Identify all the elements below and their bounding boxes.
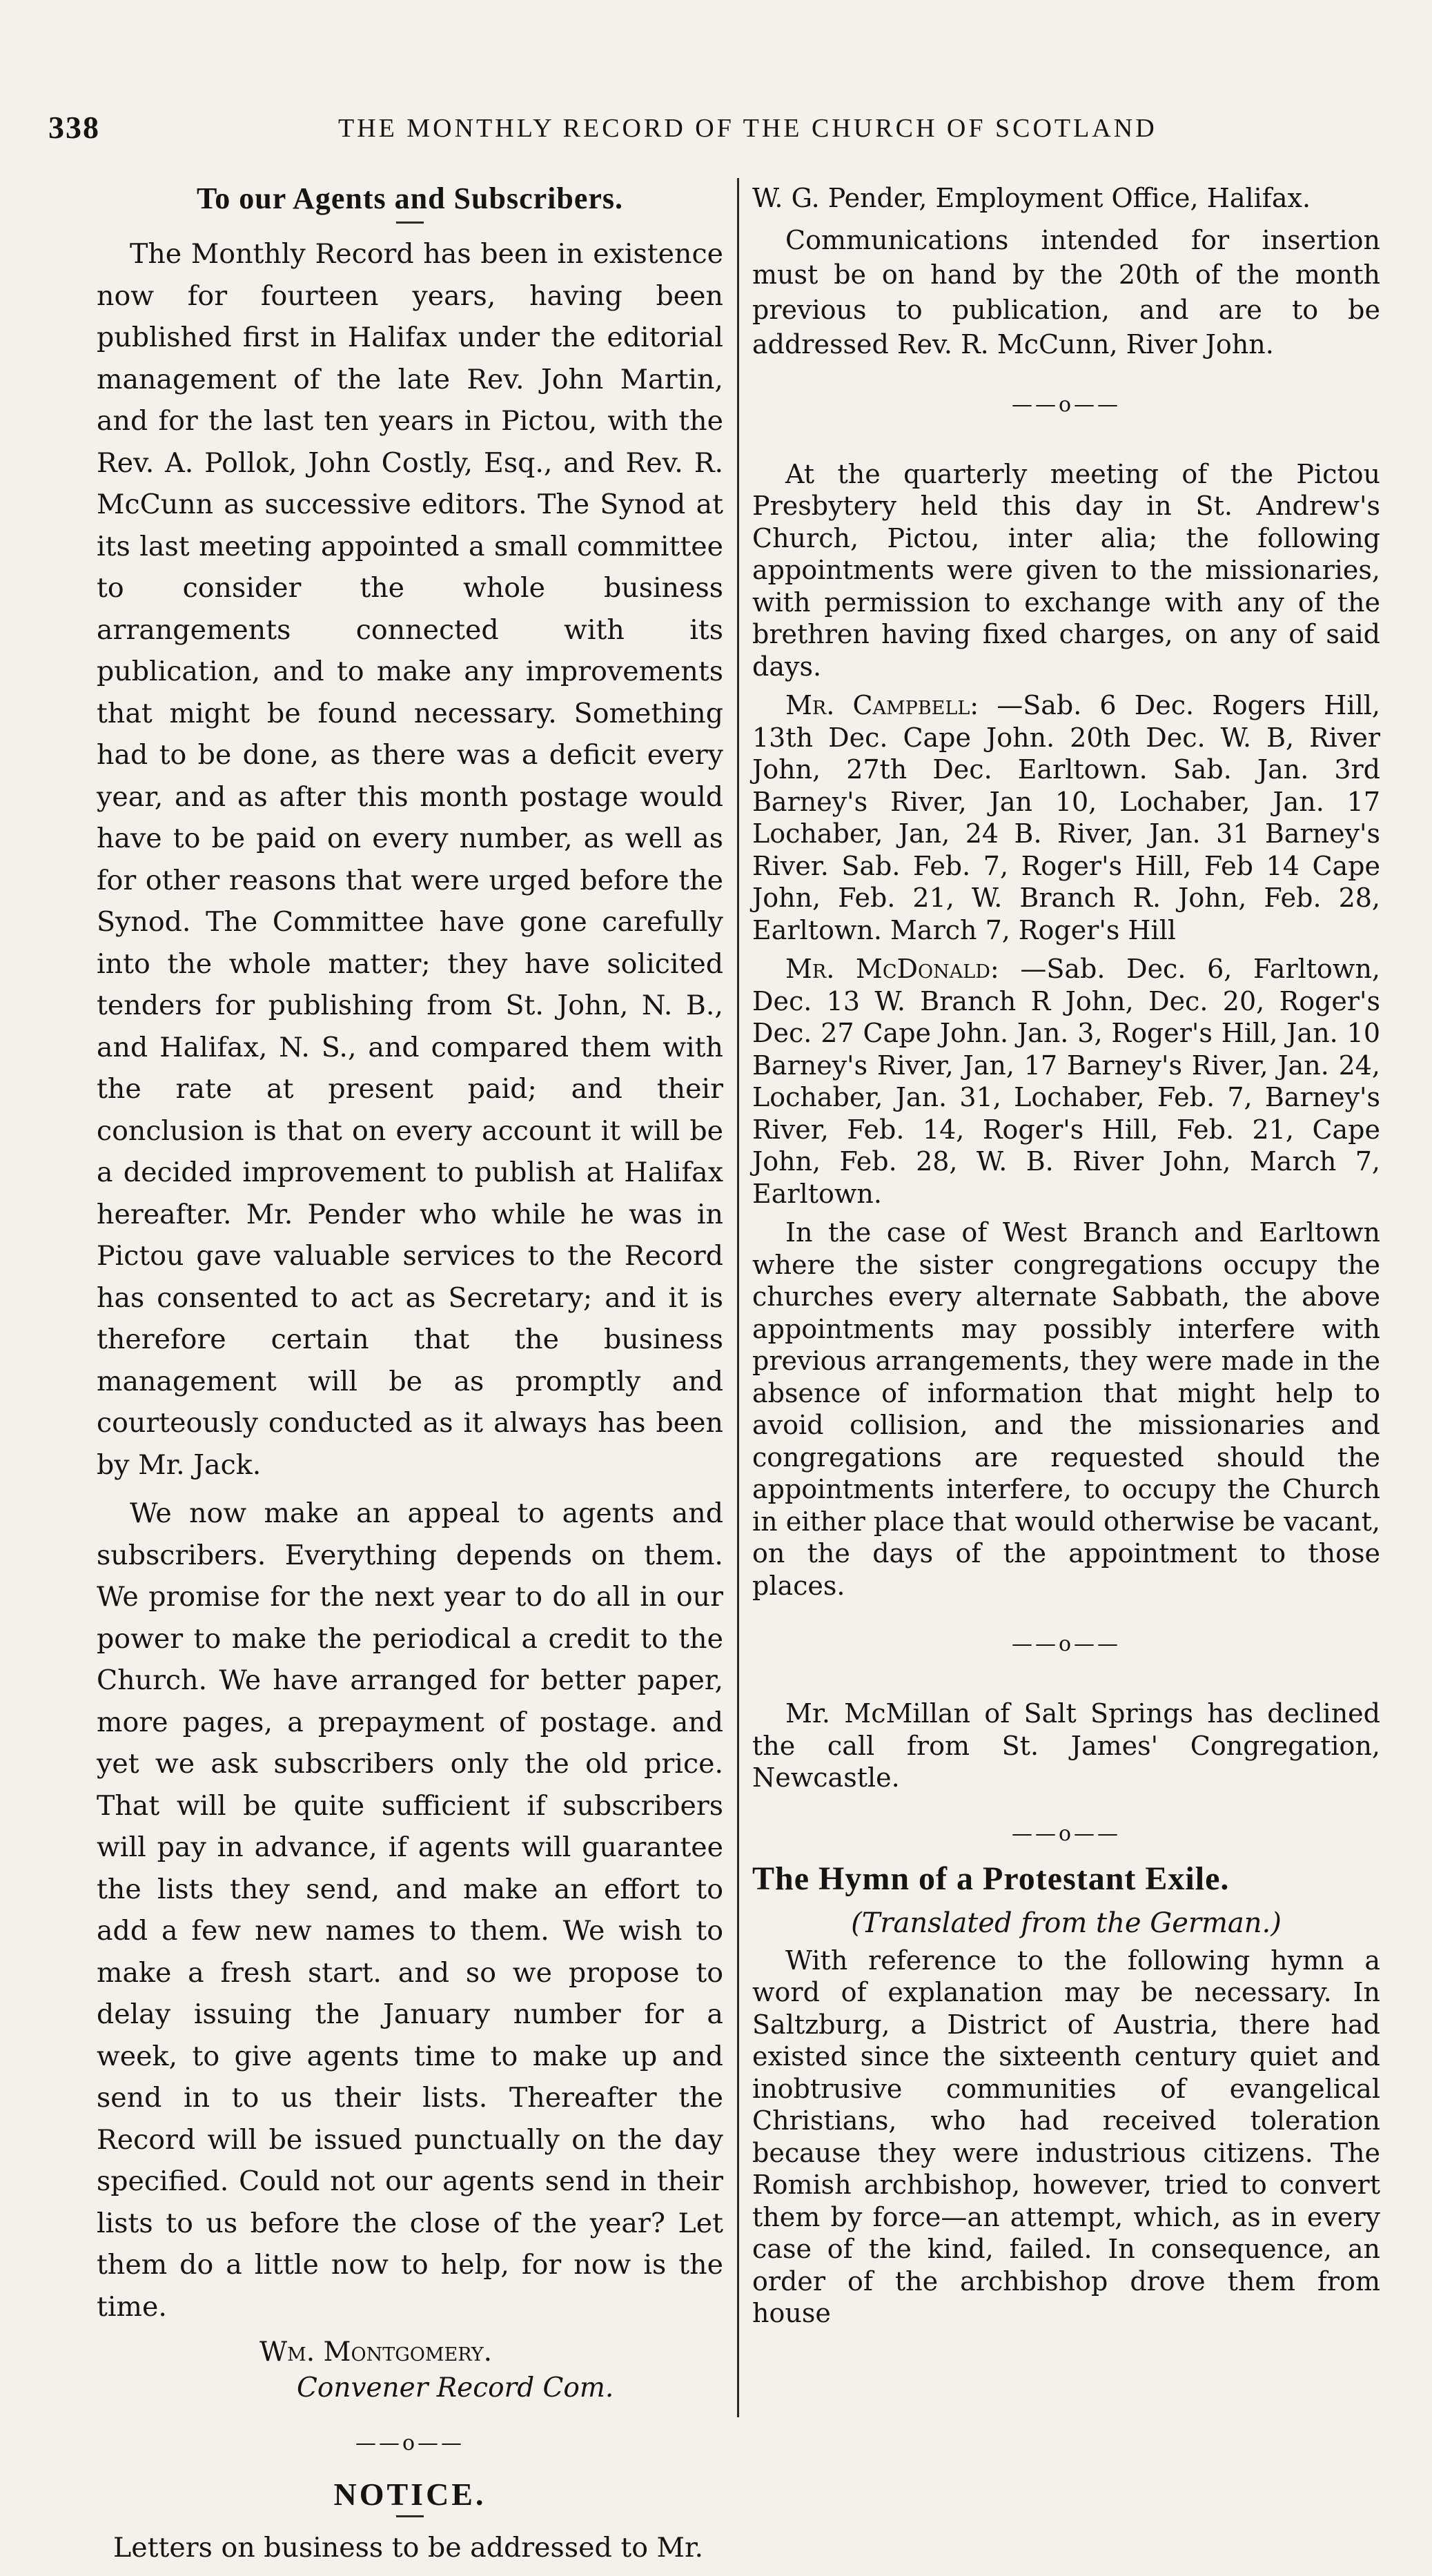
left-column (97, 181, 723, 2576)
presbytery-paragraph: At the quarterly meeting of the Pictou Presbytery held this day in St. Andrew's Church, Pictou, inter alia; the following appointments were given to the missionaries, with permission to exchange with any of the brethren having fixed charges, on any of said days. (752, 458, 1380, 682)
separator-1: ——o—— (1011, 392, 1121, 417)
hymn-heading: The Hymn of a Protestant Exile. (752, 1860, 1230, 1897)
hymn-paragraph: With reference to the following hymn a word of explanation may be necessary. In Saltzburg, a District of Austria, there had existed since the sixteenth century quiet and inobtrusive communities of evangelical Christians, who had received toleration because they were industrious citizens. The Romish archbishop, however, tried to convert them by force—an attempt, which, as in every case of the kind, failed. In consequence, an order of the archbishop drove them from house (752, 1945, 1380, 2328)
signature (97, 2334, 723, 2406)
running-head: THE MONTHLY RECORD OF THE CHURCH OF SCOTLAND (338, 114, 1157, 143)
separator-2: ——o—— (1011, 1632, 1121, 1656)
column-divider (737, 178, 739, 2417)
mcdonald-text: —Sab. Dec. 6, Farltown, Dec. 13 W. Branch R John, Dec. 20, Roger's Dec. 27 Cape John. Jan. 3, Roger's Hill, Jan. 10 Barney's River, Jan, 17 Barney's River, Jan. 24, Lochaber, Jan. 31, Lochaber, Feb. 7, Barney's River, Feb. 14, Roger's Hill, Feb. 21, Cape John, Feb. 28, W. B. River John, March 7, Earltown. (752, 954, 1380, 1209)
notice-continuation: W. G. Pender, Employment Office, Halifax. (752, 183, 1311, 213)
mcdonald-appointments (752, 953, 1380, 1210)
campbell-appointments (752, 689, 1380, 946)
campbell-text: —Sab. 6 Dec. Rogers Hill, 13th Dec. Cape John. 20th Dec. W. B, River John, 27th Dec. Earltown. Sab. Jan. 3rd Barney's River, Jan 10, Lochaber, Jan. 17 Lochaber, Jan, 24 B. River, Jan. 31 Barney's River. Sab. Feb. 7, Roger's Hill, Feb 14 Cape John, Feb. 21, W. Branch R. John, Feb. 28, Earltown. March 7, Roger's Hill (752, 690, 1380, 945)
notice-rule (396, 2515, 424, 2517)
notice-heading: NOTICE. (333, 2477, 487, 2512)
heading-rule (396, 222, 424, 224)
agents-heading: To our Agents and Subscribers. (196, 181, 624, 215)
page-header (48, 109, 1387, 150)
hymn-subtitle: (Translated from the German.) (851, 1907, 1282, 1939)
right-column (752, 181, 1380, 2337)
agents-paragraph-2: We now make an appeal to agents and subscribers. Everything depends on them. We promise for the next year to do all in our power to make the periodical a credit to the Church. We have arranged for better paper, more pages, a prepayment of postage. and yet we ask subscribers only the old price. That will be quite sufficient if subscribers will pay in advance, if agents will guarantee the lists they send, and make an effort to add a few new names to them. We wish to make a fresh start. and so we propose to delay issuing the January number for a week, to give agents time to make up and send in to us their lists. Thereafter the Record will be issued punctually on the day specified. Could not our agents send in their lists to us before the close of the year? Let them do a little now to help, for now is the time. (97, 1497, 723, 2323)
notice-paragraph-1: Letters on business to be addressed to Mr. (113, 2532, 704, 2564)
notice-paragraph-2: Communications intended for insertion must be on hand by the 20th of the month previous to publication, and are to be addressed Rev. R. McCunn, River John. (752, 224, 1380, 360)
mcmillan-paragraph: Mr. McMillan of Salt Springs has declined the call from St. James' Congregation, Newcastle. (752, 1698, 1380, 1793)
separator-3: ——o—— (1011, 1821, 1121, 1846)
westbranch-paragraph: In the case of West Branch and Earltown where the sister congregations occupy the churches every alternate Sabbath, the above appointments may possibly interfere with previous arrangements, they were made in the absence of information that might help to avoid collision, and the missionaries and congregations are requested should the appointments interfere, to occupy the Church in either place that would otherwise be vacant, on the days of the appointment to those places. (752, 1217, 1380, 1601)
signature-title: Convener Record Com. (297, 2372, 614, 2403)
page-number: 338 (48, 110, 100, 145)
signature-name: Wm. Montgomery. (259, 2337, 493, 2368)
mcdonald-name: Mr. McDonald: (785, 954, 999, 984)
agents-paragraph-1: The Monthly Record has been in existence now for fourteen years, having been published first in Halifax under the editorial management of the late Rev. John Martin, and for the last ten years in Pictou, with the Rev. A. Pollok, John Costly, Esq., and Rev. R. McCunn as successive editors. The Synod at its last meeting appointed a small committee to consider the whole business arrangements connected with its publication, and to make any improvements that might be found necessary. Something had to be done, as there was a deficit every year, and as after this month postage would have to be paid on every number, as well as for other reasons that were urged before the Synod. The Committee have gone carefully into the whole matter; they have solicited tenders for publishing from St. John, N. B., and Halifax, N. S., and compared them with the rate at present paid; and their conclusion is that on every account it will be a decided improvement to publish at Halifax hereafter. Mr. Pender who while he was in Pictou gave valuable services to the Record has consented to act as Secretary; and it is therefore certain that the business management will be as promptly and courteously conducted as it always has been by Mr. Jack. (97, 238, 723, 1481)
campbell-name: Mr. Campbell: (785, 690, 979, 720)
separator: ——o—— (355, 2431, 465, 2455)
